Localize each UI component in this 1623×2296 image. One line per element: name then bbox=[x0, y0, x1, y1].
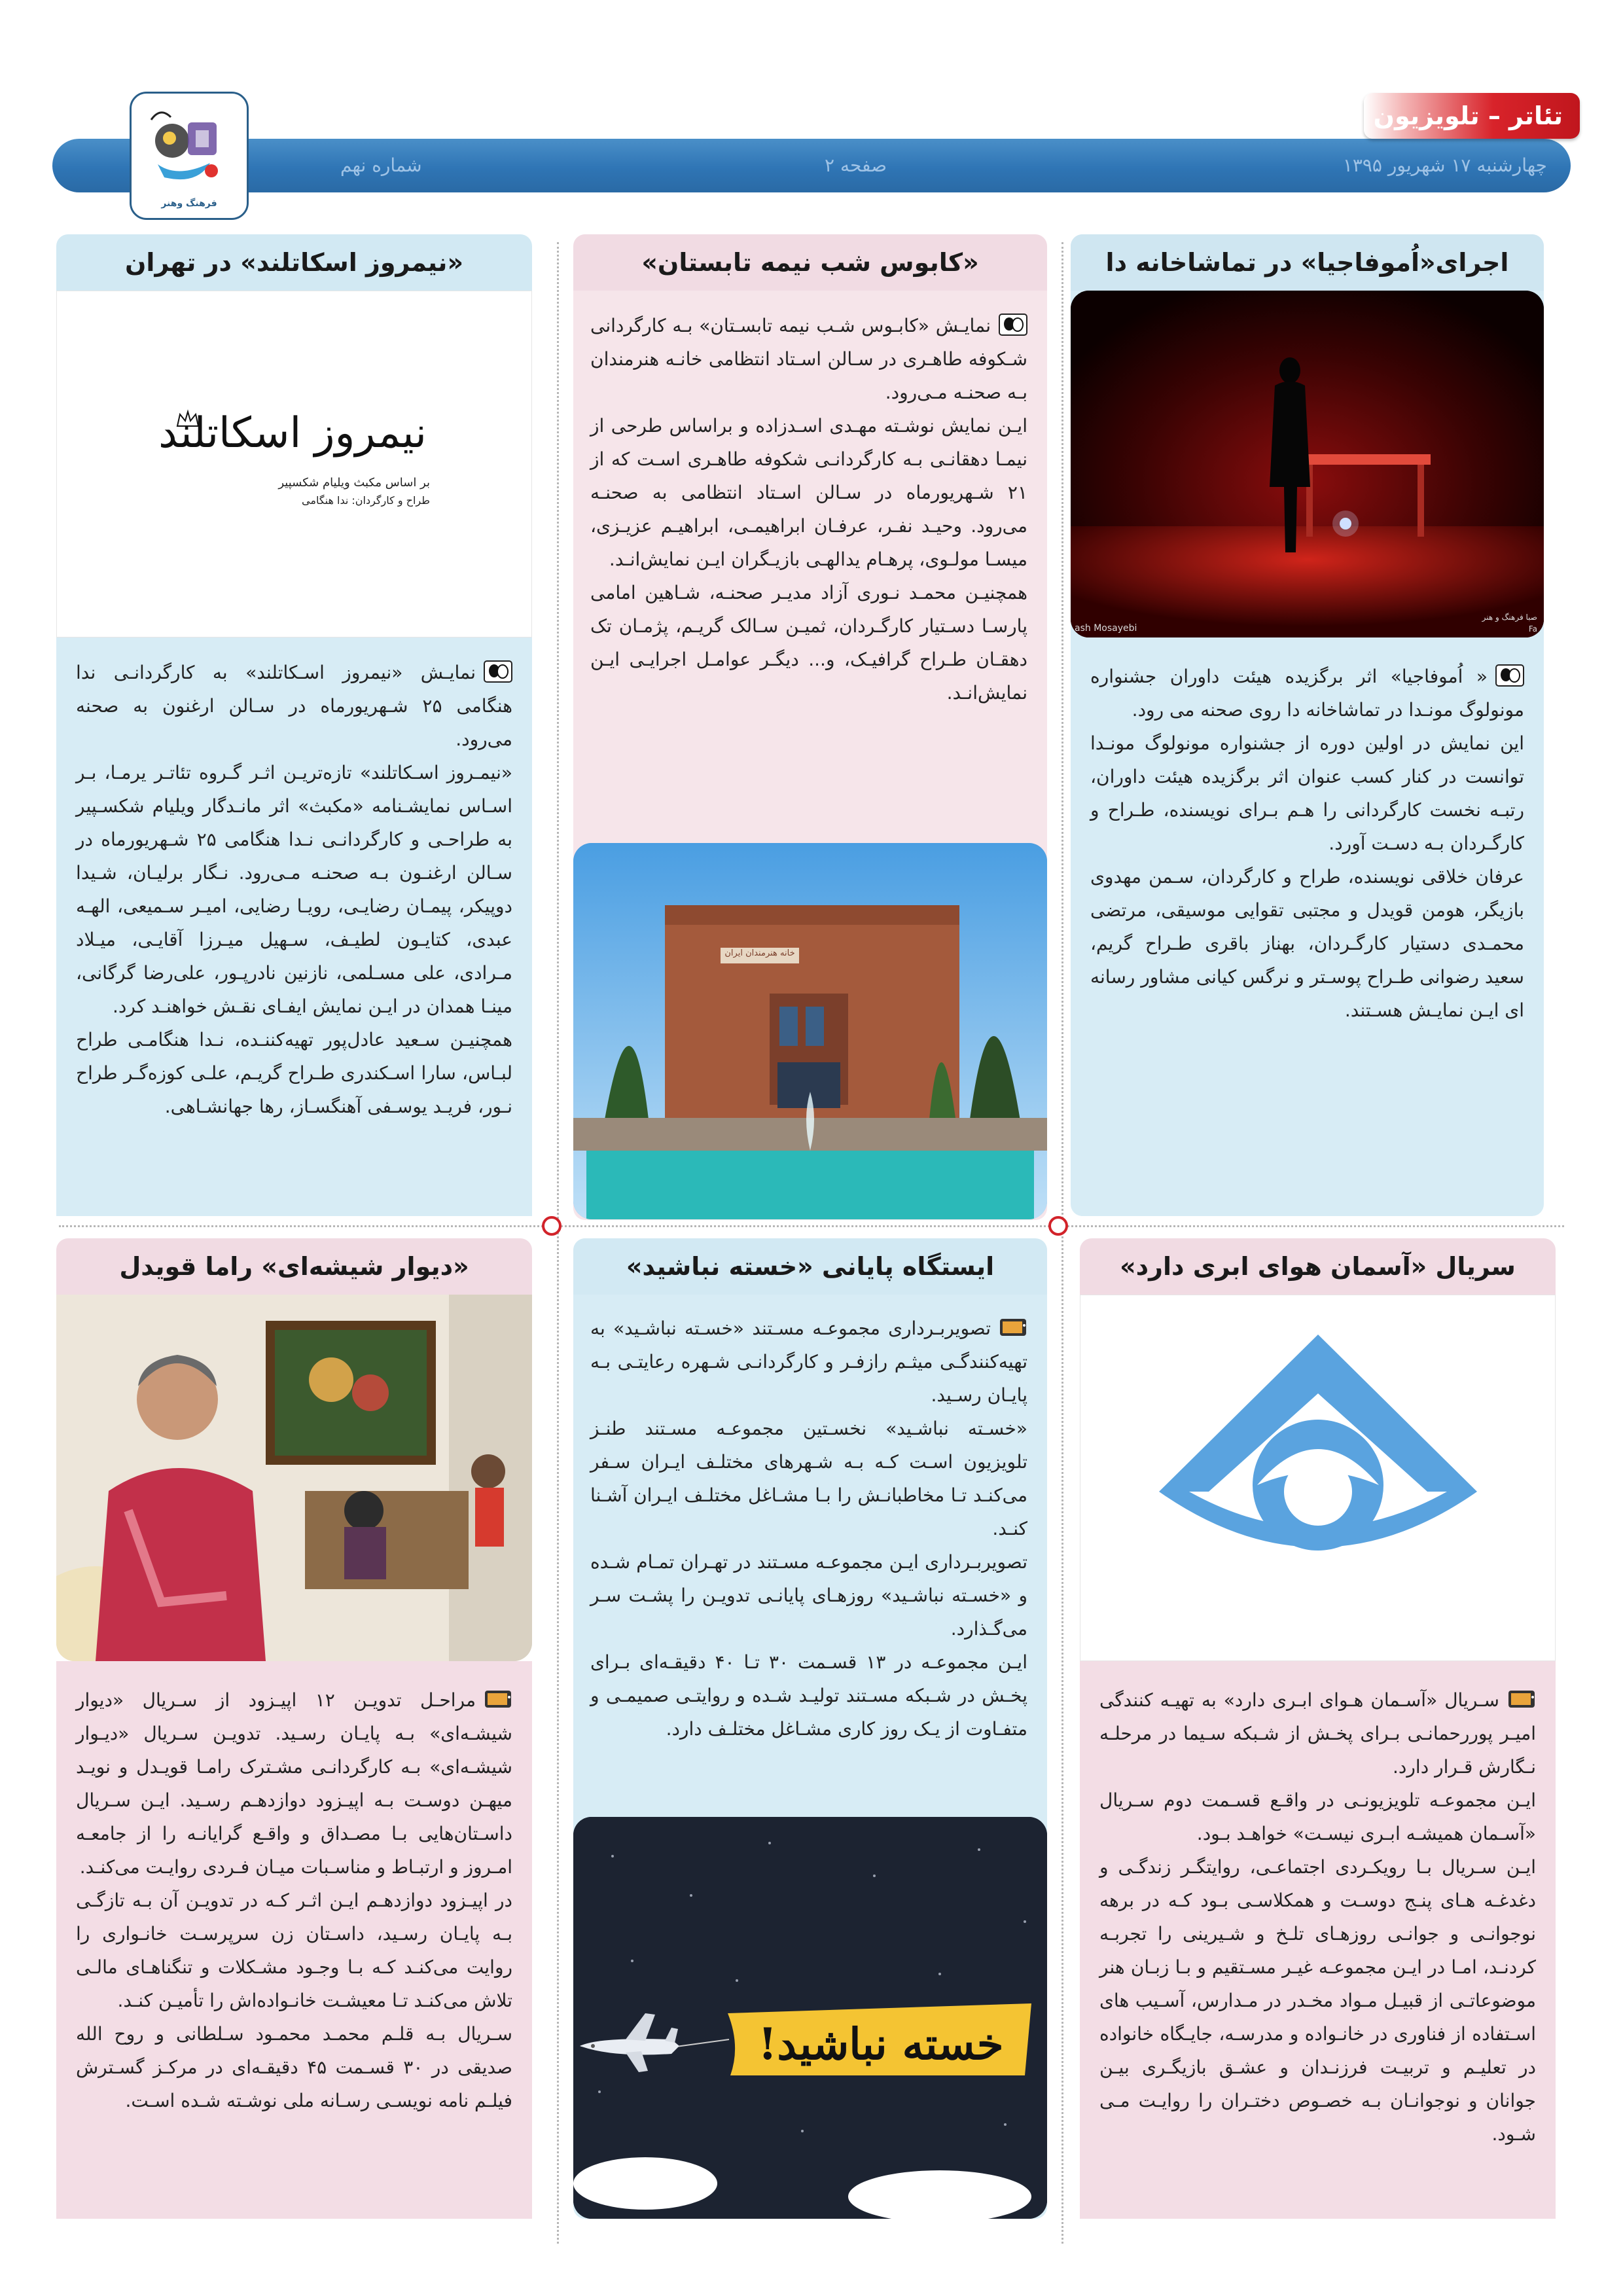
article-paragraph: نمایـش «کابـوس شـب نیمه تابسـتان» بـه کارگردانی شـکوفه طاهـری در سـالن اسـتاد انتظامی خانـه هنرمندان بـه صحنـه مـی‌رود. bbox=[590, 315, 1027, 403]
article-body bbox=[1090, 660, 1524, 1027]
article-paragraph: سـریال بـه قلـم محمـد محمـود سـلطانی و روح الله صدیقی در ۳۰ قسـمت ۴۵ دقیقـه‌ای در مرکـز گسـترش فیلـم نامه نویسـی رسـانه ملی نوشـته شـده اسـت. bbox=[76, 2023, 512, 2111]
article-paragraph: تصویربـرداری مجموعـه مسـتند «خسـته نباشـید» به تهیه‌کنندگـی میثـم رازفـر و کارگردانـی شـهره رعایتـی بـه پایـان رسـید. bbox=[590, 1318, 1027, 1406]
article-body bbox=[1099, 1683, 1536, 2151]
poster-credit: طراح و کارگردان: ندا هنگامی bbox=[302, 494, 430, 507]
theater-masks-icon bbox=[1495, 664, 1524, 686]
director-photo bbox=[56, 1295, 532, 1661]
article-paragraph: سـریال «آسـمان هـوای ابـری دارد» به تهیـه کنندگی امیـر پوررحمانـی بـرای پخـش از شـبکه سـیما در مرحلـه نـگارش قـرار دارد. bbox=[1099, 1689, 1536, 1778]
photo-credit: Fa bbox=[1528, 624, 1537, 634]
issue-date: چهارشنبه ۱۷ شهریور ۱۳۹۵ bbox=[1342, 154, 1547, 176]
newspaper-logo[interactable] bbox=[130, 92, 249, 220]
article-divar bbox=[56, 1238, 532, 2219]
article-nimrooz bbox=[56, 234, 532, 1216]
article-body bbox=[76, 656, 512, 1123]
show-poster bbox=[573, 1817, 1047, 2219]
tv-icon bbox=[484, 1687, 512, 1710]
artists-house-photo bbox=[573, 843, 1047, 1219]
article-body bbox=[76, 1683, 512, 2117]
article-paragraph: این نمایش در اولین دوره از جشنواره مونولوگ مونـدا توانست در کنار کسب عنوان اثر برگزیده هیئت داوران، رتبـه نخست کارگردانی را هـم بـرای نویسنده، طـراح و کارگـردان بـه دسـت آورد. bbox=[1090, 732, 1524, 854]
article-paragraph: در اپیـزود دوازدهـم ایـن اثـر کـه در تدویـن آن بـه تازگـی بـه پایـان رسـید، داسـتان زن سرپرسـت خانـواری را روایت می‌کنـد کـه بـا وجـود مشـکلات و تنگناهـای مالـی تلاش می‌کنـد تـا معیشـت خانـواده‌اش را تأمیـن کنـد. bbox=[76, 1890, 512, 2011]
article-title: «نیمروز اسکاتلند» در تهران bbox=[56, 234, 532, 291]
tv-icon bbox=[1507, 1687, 1536, 1710]
article-paragraph: ایـن سـریال بـا رویکـردی اجتماعـی، روایتگـر زندگـی و دغدغـه هـای پنـج دوسـت و همکلاسـی بـود کـه در برهه نوجوانـی و جوانـی روزهـای تلـخ و شـیرینی را تجربـه کردنـد، امـا در ایـن مجموعـه غیـر مسـتقیم و بـا زبـان هنر موضوعاتـی از قبیـل مـواد مخـدر در مـدارس، آسـیب های اسـتفاده از فناوری در خانـواده و مدرسـه، جایـگاه خانواده در تعلیـم و تربیـت فرزنـدان و عشـق بازیگـری بیـن جوانان و نوجوانـان بـه خصـوص دختـران را روایـت مـی شـود. bbox=[1099, 1856, 1536, 2145]
article-paragraph: ایـن مجموعـه در ۱۳ قسـمت ۳۰ تـا ۴۰ دقیقـه‌ای بـرای پخـش در شـبکه مسـتند تولیـد شـده و روایتـی صمیمـی و متفـاوت از یـک روز کاری مشـاغل مختلـف دارد. bbox=[590, 1651, 1027, 1740]
article-khaste bbox=[573, 1238, 1047, 2219]
divider-circle bbox=[1048, 1216, 1068, 1236]
article-body bbox=[590, 1312, 1027, 1746]
divider-circle bbox=[542, 1216, 562, 1236]
tv-icon bbox=[999, 1316, 1027, 1338]
row-divider bbox=[59, 1225, 1564, 1227]
building-sign: خانه هنرمندان ایران bbox=[724, 948, 795, 958]
article-paragraph: مراحـل تدویـن ۱۲ اپیـزود از سـریال «دیوار شیشـه‌ای» بـه پایـان رسـید. تدویـن سـریال «دیـوار شیشـه‌ای» بـه کارگردانـی مشـترک رامـا قویـدل و نویـد میهـن دوسـت بـه اپیـزود دوازدهـم رسـید. ایـن سـریال داسـتان‌هایی بـا مصـداق و واقـع گرایانـه را از جامعـه امـروز و ارتبـاط و مناسـبات میـان فـردی روایـت می‌کنـد. bbox=[76, 1689, 512, 1878]
article-kaboos bbox=[573, 234, 1047, 1219]
article-title: ایستگاه پایانی «خسته نباشید» bbox=[573, 1238, 1047, 1295]
poster-title: نیمروز اسکاتلند bbox=[158, 409, 427, 457]
article-paragraph: «خسـته نباشـید» نخسـتین مجموعـه مسـتند طنـز تلویزیون اسـت کـه بـه شـهرهای مختلـف ایـران سـفر می‌کنـد تـا مخاطبانـش را بـا مشـاغل مختلـف ایـران آشـنا کنـد. bbox=[590, 1418, 1027, 1539]
header-bar bbox=[52, 139, 1571, 192]
article-title: سریال «آسمان هوای ابری دارد» bbox=[1080, 1238, 1556, 1295]
banner-text: خسته نباشید! bbox=[758, 2018, 1004, 2070]
article-body bbox=[590, 309, 1027, 709]
theater-masks-icon bbox=[999, 313, 1027, 335]
article-title: اجرای«اُموفاجیا» در تماشاخانه دا bbox=[1071, 234, 1544, 291]
column-divider bbox=[557, 242, 559, 2244]
page-number: صفحه ۲ bbox=[825, 154, 887, 176]
article-paragraph: عرفان خلاقی نویسنده، طراح و کارگردان، سـمن مهدوی بازیگر، هومن قویدل و مجتبی تقوایی موسیقی، مرتضی محمـدی دستیار کارگـردان، بهناز باقری طـراح گریم، سعید رضوانی طـراح پوسـتر و نرگس کیانی مشاور رسانه ای ایـن نمایـش هسـتند. bbox=[1090, 866, 1524, 1021]
article-paragraph: همچنیـن محمـد نـوری آزاد مدیـر صحنـه، شـاهین امامی پارسـا دسـتیار کارگـردان، ثمیـن سـالک گریـم، پژمـان تک دهقـان طـراح گرافیـک، و... دیگـر عوامـل اجرایـی ایـن نمایش‌انـد. bbox=[590, 582, 1027, 704]
article-paragraph: نمایـش «نیمروز اسـکاتلند» به کارگردانـی ندا هنگامی ۲۵ شـهریورماه در سـالن ارغنون به صحنه می‌رود. bbox=[76, 662, 513, 750]
article-title: «کابوس شب نیمه تابستان» bbox=[573, 234, 1047, 291]
article-paragraph: تصویربـرداری ایـن مجموعـه مسـتند در تهـران تمـام شـده و «خسـته نباشـید» روزهـای پایانـی تدویـن را پشـت سـر می‌گـذارد. bbox=[590, 1551, 1027, 1640]
article-aseman bbox=[1080, 1238, 1556, 2219]
column-divider bbox=[1061, 242, 1063, 2244]
tv-network-logo bbox=[1080, 1295, 1556, 1661]
theater-stage-photo bbox=[1071, 291, 1544, 637]
poster-credit: بر اساس مکبث ویلیام شکسپیر bbox=[278, 476, 430, 490]
issue-number: شماره نهم bbox=[340, 154, 422, 176]
article-paragraph: ایـن نمایش نوشـته مهـدی اسـدزاده و براساس طرحی از نیمـا دهقانـی بـه کارگردانـی شکوفه طاهـری اسـت که از ۲۱ شـهریورماه در سـالن اسـتاد انتظامی به صحنـه می‌رود. وحیـد نفـر، عرفـان ابراهیمـی، ابراهیـم عزیـزی، میسـا مولـوی، پرهـام یدالهـی بازیـگران ایـن نمایش‌انـد. bbox=[590, 415, 1027, 570]
logo-text: فرهنگ وهنر bbox=[161, 198, 217, 209]
article-title: «دیوار شیشه‌ای» راما قویدل bbox=[56, 1238, 532, 1295]
article-paragraph: همچنیـن سـعید عادل‌پور تهیه‌کننـده، نـدا هنگامـی طراح لبـاس، سارا اسـکندری طـراح گریـم، علـی کوزه‌گـر طراح نـور، فریـد یوسـفی آهنگسـاز، رها جهانشـاهی. bbox=[76, 1029, 512, 1117]
article-paragraph: ایـن مجموعـه تلویزیونـی در واقـع قسـمت دوم سـریال «آسـمان همیشـه ابـری نیسـت» خواهـد بـود. bbox=[1099, 1789, 1536, 1844]
theater-masks-icon bbox=[484, 660, 512, 682]
photo-watermark: صبا فرهنگ و هنر bbox=[1482, 613, 1537, 622]
crown-icon bbox=[175, 409, 201, 429]
section-tag: تئاتر – تلویزیون bbox=[1364, 93, 1580, 139]
photo-credit: ash Mosayebi bbox=[1075, 623, 1137, 634]
article-paragraph: «نیمـروز اسـکاتلند» تازه‌تریـن اثـر گـروه تئاتـر یرمـا، بـر اسـاس نمایشـنامه «مکبث» اثر مانـدگار ویلیام شکسـپیر به طراحـی و کارگردانـی نـدا هنگامی ۲۵ شـهریورماه در سـالن ارغنـون بـه صحنـه مـی‌رود. نـگار برلیـان، شـیدا دوپیکر، پیمـان رضایـی، رویـا رضایی، امیـر سـمیعی، الهـه عبدی، کتایـون لطیـف، سـهیل میـرزا آقایـی، میـلاد مـرادی، علی مسـلمی، نازنین نادرپـور، علی‌رضا گرگانی، مینـا همدان در ایـن نمایش ایفـای نقـش خواهنـد کرد. bbox=[76, 762, 512, 1017]
article-paragraph: « اُموفاجیا» اثر برگزیده هیئت داوران جشنواره مونولوگ مونـدا در تماشاخانه دا روی صحنه می رود. bbox=[1090, 666, 1524, 721]
play-poster bbox=[56, 291, 532, 637]
article-umfajia bbox=[1071, 234, 1544, 1216]
